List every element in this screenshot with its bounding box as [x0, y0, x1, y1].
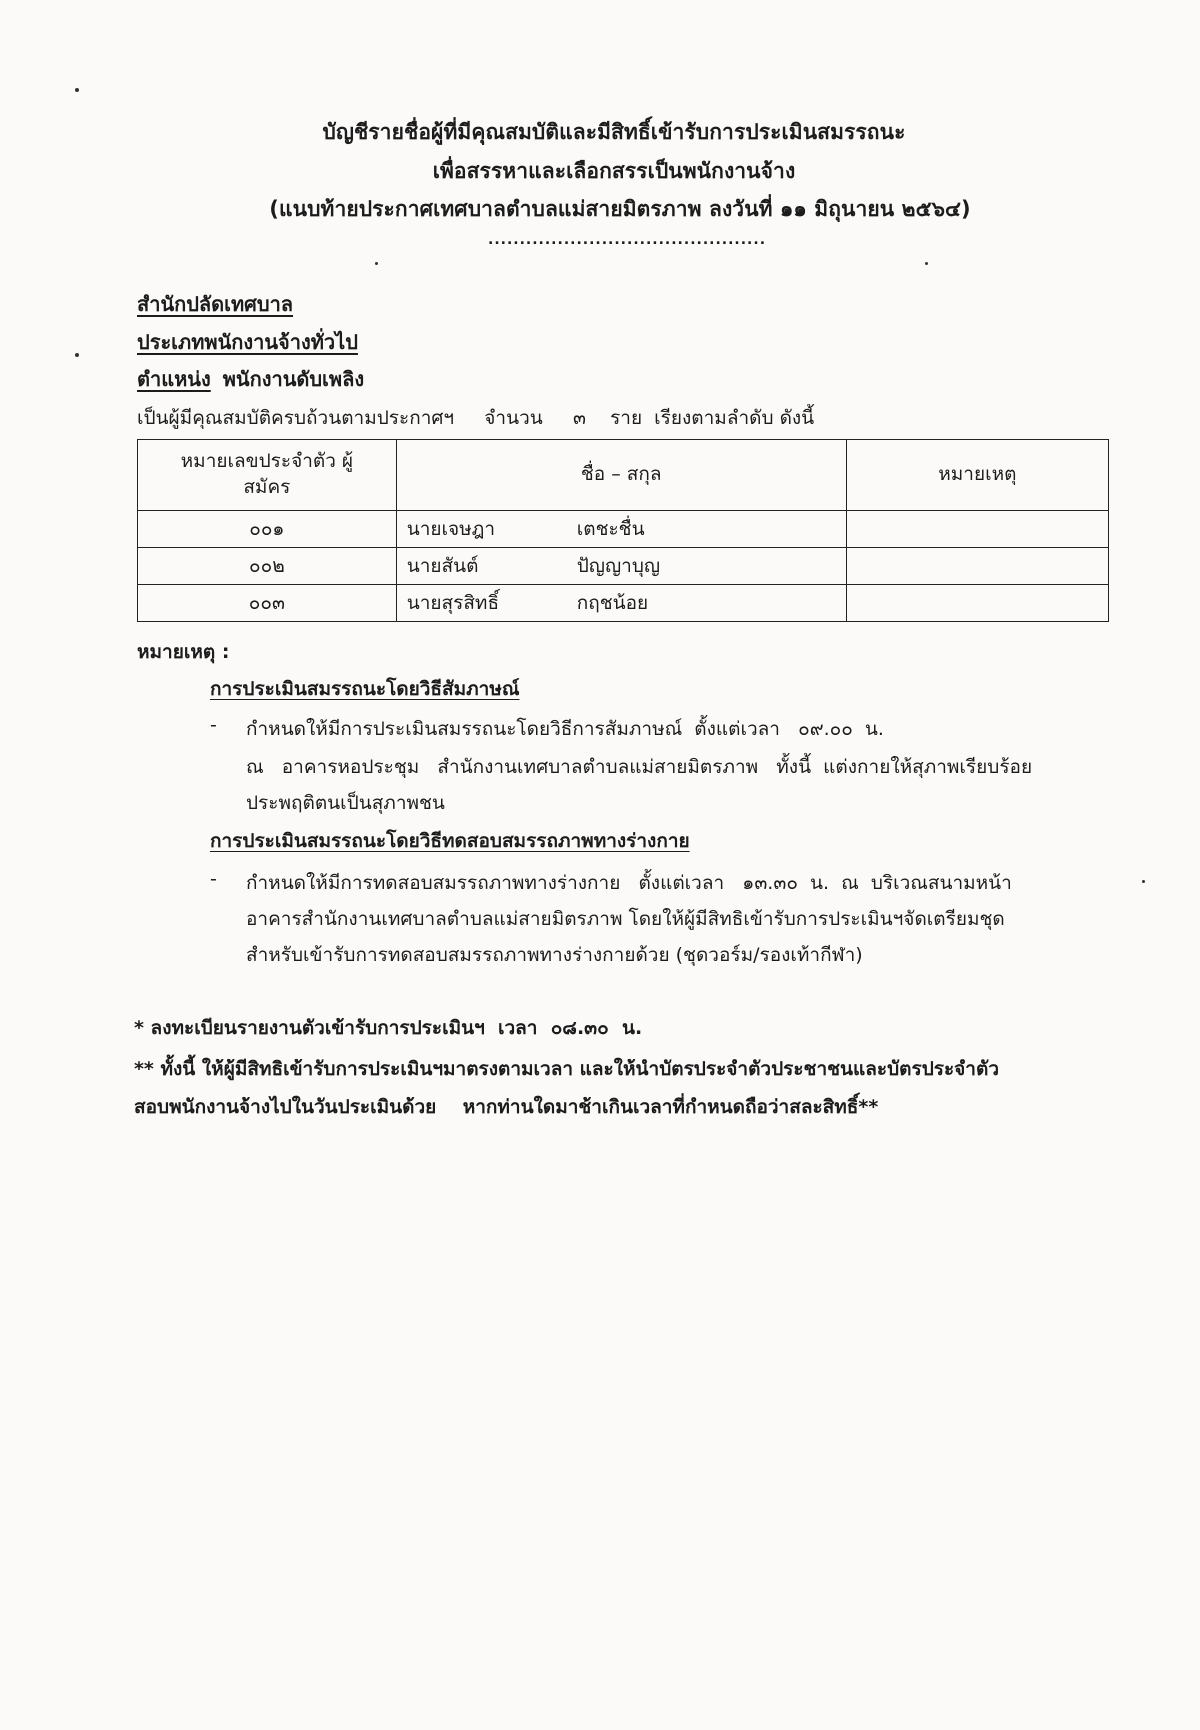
interview-section-title: การประเมินสมรรถนะโดยวิธีสัมภาษณ์	[210, 678, 520, 700]
fitness-line-1: กำหนดให้มีการทดสอบสมรรถภาพทางร่างกาย ตั้งแต่เวลา ๑๓.๓๐ น. ณ บริเวณสนามหน้า	[246, 872, 1012, 894]
scan-speck	[1142, 880, 1145, 883]
qualified-intro: เป็นผู้มีคุณสมบัติครบถ้วนตามประกาศฯ จำนวน ๓ ราย เรียงตามลำดับ ดังนี้	[137, 407, 815, 429]
candidate-first-name: นายสุรสิทธิ์	[406, 592, 500, 614]
interview-line-2: ณ อาคารหอประชุม สำนักงานเทศบาลตำบลแม่สายมิตรภาพ ทั้งนี้ แต่งกายให้สุภาพเรียบร้อย	[246, 756, 1033, 778]
col-header-name: ชื่อ – สกุล	[396, 440, 846, 511]
title-separator-dots: ............................................	[488, 232, 767, 248]
position-label: ตำแหน่ง	[137, 367, 211, 391]
scan-speck	[925, 262, 928, 265]
table-row	[138, 585, 1109, 622]
candidate-note	[846, 585, 1108, 622]
scan-speck	[375, 262, 378, 265]
employee-type: ประเภทพนักงานจ้างทั่วไป	[137, 330, 358, 354]
scan-speck	[75, 88, 79, 92]
candidate-id: ๐๐๓	[138, 585, 397, 622]
col-header-id-text: หมายเลขประจำตัว ผู้สมัคร	[180, 450, 354, 498]
candidate-last-name: กฤชน้อย	[576, 592, 649, 614]
warning-line-2: สอบพนักงานจ้างไปในวันประเมินด้วย หากท่านใดมาช้าเกินเวลาที่กำหนดถือว่าสละสิทธิ์**	[134, 1096, 879, 1118]
registration-note: * ลงทะเบียนรายงานตัวเข้ารับการประเมินฯ เวลา ๐๘.๓๐ น.	[134, 1017, 643, 1039]
candidate-note	[846, 548, 1108, 585]
candidate-name	[396, 511, 846, 548]
interview-line-3: ประพฤติตนเป็นสุภาพชน	[246, 792, 445, 814]
office-name: สำนักปลัดเทศบาล	[137, 292, 294, 316]
candidate-first-name: นายสันต์	[406, 555, 479, 577]
table-row	[138, 548, 1109, 585]
position-line	[137, 363, 364, 395]
candidate-note	[846, 511, 1108, 548]
fitness-line-3: สำหรับเข้ารับการทดสอบสมรรถภาพทางร่างกายด้วย (ชุดวอร์ม/รองเท้ากีฬา)	[246, 944, 863, 966]
document-title-line-1: บัญชีรายชื่อผู้ที่มีคุณสมบัติและมีสิทธิ์เข้ารับการประเมินสมรรถนะ	[322, 120, 906, 144]
candidate-last-name: ปัญญาบุญ	[576, 555, 661, 577]
candidate-name	[396, 585, 846, 622]
remarks-label: หมายเหตุ :	[137, 641, 230, 663]
candidate-last-name: เตชะชื่น	[576, 518, 645, 540]
interview-line-1: กำหนดให้มีการประเมินสมรรถนะโดยวิธีการสัมภาษณ์ ตั้งแต่เวลา ๐๙.๐๐ น.	[246, 718, 884, 740]
document-title-line-2: เพื่อสรรหาและเลือกสรรเป็นพนักงานจ้าง	[432, 159, 796, 183]
scan-speck	[75, 353, 79, 357]
table-row	[138, 511, 1109, 548]
fitness-bullet: -	[210, 868, 217, 890]
candidate-name	[396, 548, 846, 585]
interview-bullet: -	[210, 714, 217, 736]
col-header-note: หมายเหตุ	[846, 440, 1108, 511]
candidate-id: ๐๐๑	[138, 511, 397, 548]
position-value: พนักงานดับเพลิง	[222, 367, 365, 391]
candidate-first-name: นายเจษฎา	[406, 518, 496, 540]
candidate-table	[137, 439, 1109, 622]
document-title-line-3: (แนบท้ายประกาศเทศบาลตำบลแม่สายมิตรภาพ ลงวันที่ ๑๑ มิถุนายน ๒๕๖๔)	[269, 197, 971, 221]
col-header-id	[138, 440, 397, 511]
warning-line-1: ** ทั้งนี้ ให้ผู้มีสิทธิเข้ารับการประเมินฯมาตรงตามเวลา และให้นำบัตรประจำตัวประชาชนและบัตรประจำตัว	[134, 1058, 999, 1080]
candidate-id: ๐๐๒	[138, 548, 397, 585]
fitness-line-2: อาคารสำนักงานเทศบาลตำบลแม่สายมิตรภาพ โดยให้ผู้มีสิทธิเข้ารับการประเมินฯจัดเตรียมชุด	[246, 908, 1005, 930]
fitness-section-title: การประเมินสมรรถนะโดยวิธีทดสอบสมรรถภาพทางร่างกาย	[210, 830, 690, 852]
table-header-row	[138, 440, 1109, 511]
